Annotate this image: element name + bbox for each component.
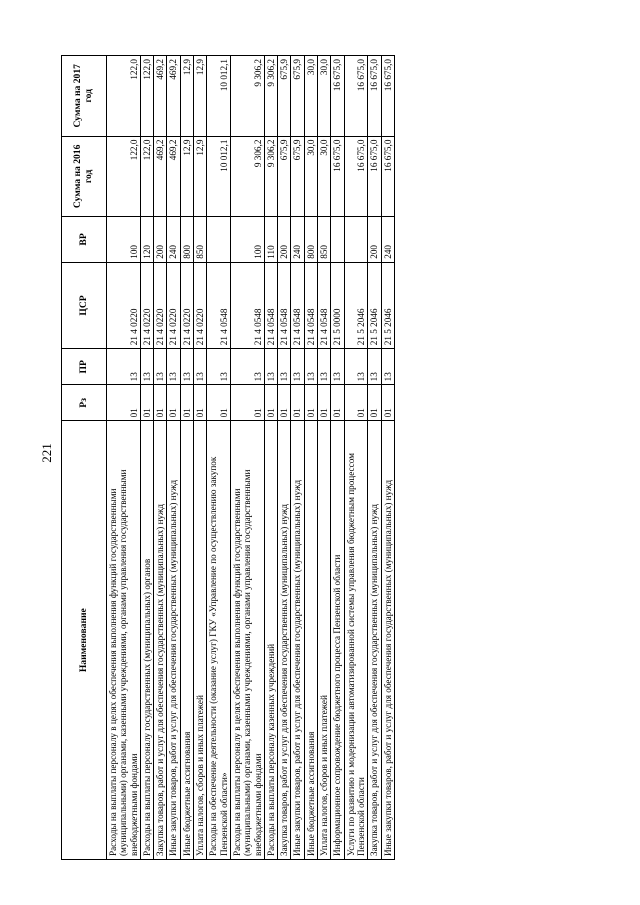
cell-csr: 21 4 0548 — [318, 262, 331, 349]
cell-rz: 01 — [180, 385, 193, 421]
cell-pr: 13 — [331, 349, 344, 385]
cell-name: Иные бюджетные ассигнования — [180, 421, 193, 860]
table-row — [180, 56, 193, 860]
cell-vr: 240 — [381, 217, 394, 263]
cell-name: Расходы на выплаты персоналу в целях обеспечения выполнения функций государственными (муниципальными) органами, казенными учреждениями, органами управления государственными внебюджетными фондами — [230, 421, 264, 860]
cell-csr: 21 4 0548 — [278, 262, 291, 349]
table-row — [318, 56, 331, 860]
cell-vr — [344, 217, 368, 263]
table-row — [381, 56, 394, 860]
cell-name: Уплата налогов, сборов и иных платежей — [318, 421, 331, 860]
cell-name: Информационное сопровождение бюджетного процесса Пензенской области — [331, 421, 344, 860]
header-name: Наименование — [62, 421, 107, 860]
cell-name: Иные закупки товаров, работ и услуг для обеспечения государственных (муниципальных) нужд — [381, 421, 394, 860]
cell-csr: 21 5 2046 — [344, 262, 368, 349]
cell-vr: 200 — [278, 217, 291, 263]
cell-name: Иные закупки товаров, работ и услуг для обеспечения государственных (муниципальных) нужд — [291, 421, 304, 860]
cell-vr — [331, 217, 344, 263]
cell-csr: 21 4 0548 — [230, 262, 264, 349]
cell-vr: 800 — [180, 217, 193, 263]
cell-sum-2017: 16 675,0 — [368, 56, 381, 137]
cell-name: Закупка товаров, работ и услуг для обеспечения государственных (муниципальных) нужд — [154, 421, 167, 860]
cell-pr: 13 — [291, 349, 304, 385]
page-number: 221 — [39, 442, 54, 463]
cell-pr: 13 — [368, 349, 381, 385]
cell-sum-2016: 16 675,0 — [331, 136, 344, 217]
cell-vr: 100 — [230, 217, 264, 263]
cell-sum-2016: 9 306,2 — [230, 136, 264, 217]
cell-name: Расходы на выплаты персоналу в целях обеспечения выполнения функций государственными (муниципальными) органами, казенными учреждениями, органами управления государственными внебюджетными фондами — [107, 421, 141, 860]
cell-sum-2017: 9 306,2 — [264, 56, 277, 137]
cell-vr: 120 — [140, 217, 153, 263]
cell-csr: 21 4 0220 — [194, 262, 207, 349]
cell-pr: 13 — [107, 349, 141, 385]
cell-vr: 800 — [304, 217, 317, 263]
table-holder — [61, 55, 596, 860]
cell-vr: 200 — [368, 217, 381, 263]
cell-sum-2016: 16 675,0 — [381, 136, 394, 217]
cell-csr: 21 4 0548 — [264, 262, 277, 349]
cell-sum-2017: 30,0 — [304, 56, 317, 137]
cell-vr: 850 — [194, 217, 207, 263]
cell-vr — [207, 217, 231, 263]
cell-pr: 13 — [304, 349, 317, 385]
cell-pr: 13 — [180, 349, 193, 385]
budget-table — [61, 55, 395, 860]
table-row — [154, 56, 167, 860]
cell-sum-2017: 12,9 — [180, 56, 193, 137]
cell-sum-2016: 9 306,2 — [264, 136, 277, 217]
cell-rz: 01 — [264, 385, 277, 421]
table-row — [344, 56, 368, 860]
cell-sum-2016: 122,0 — [107, 136, 141, 217]
cell-rz: 01 — [140, 385, 153, 421]
cell-csr: 21 5 2046 — [368, 262, 381, 349]
cell-name: Закупка товаров, работ и услуг для обеспечения государственных (муниципальных) нужд — [278, 421, 291, 860]
table-row — [230, 56, 264, 860]
cell-csr: 21 4 0220 — [154, 262, 167, 349]
cell-pr: 13 — [194, 349, 207, 385]
cell-sum-2016: 469,2 — [154, 136, 167, 217]
cell-rz: 01 — [331, 385, 344, 421]
cell-sum-2017: 16 675,0 — [381, 56, 394, 137]
table-row — [264, 56, 277, 860]
table-row — [140, 56, 153, 860]
table-row — [368, 56, 381, 860]
cell-vr: 110 — [264, 217, 277, 263]
cell-vr: 240 — [167, 217, 180, 263]
cell-sum-2017: 10 012,1 — [207, 56, 231, 137]
cell-sum-2017: 469,2 — [167, 56, 180, 137]
cell-sum-2017: 12,9 — [194, 56, 207, 137]
cell-sum-2017: 469,2 — [154, 56, 167, 137]
header-sum-2017: Сумма на 2017 год — [62, 56, 107, 137]
cell-rz: 01 — [107, 385, 141, 421]
cell-pr: 13 — [154, 349, 167, 385]
cell-rz: 01 — [344, 385, 368, 421]
header-rz: Рз — [62, 385, 107, 421]
cell-sum-2016: 16 675,0 — [368, 136, 381, 217]
cell-sum-2016: 12,9 — [180, 136, 193, 217]
cell-sum-2016: 675,9 — [291, 136, 304, 217]
cell-csr: 21 4 0220 — [167, 262, 180, 349]
cell-sum-2017: 16 675,0 — [331, 56, 344, 137]
cell-sum-2017: 9 306,2 — [230, 56, 264, 137]
table-row — [291, 56, 304, 860]
cell-rz: 01 — [230, 385, 264, 421]
cell-name: Услуги по развитию и модернизации автоматизированной системы управления бюджетным процессом Пензенской области — [344, 421, 368, 860]
cell-sum-2017: 122,0 — [140, 56, 153, 137]
cell-rz: 01 — [304, 385, 317, 421]
cell-rz: 01 — [381, 385, 394, 421]
cell-vr: 240 — [291, 217, 304, 263]
cell-sum-2016: 16 675,0 — [344, 136, 368, 217]
cell-sum-2016: 469,2 — [167, 136, 180, 217]
cell-rz: 01 — [368, 385, 381, 421]
rotated-table-frame — [61, 55, 596, 860]
table-row — [107, 56, 141, 860]
cell-pr: 13 — [344, 349, 368, 385]
cell-sum-2016: 675,9 — [278, 136, 291, 217]
cell-csr: 21 4 0548 — [304, 262, 317, 349]
cell-rz: 01 — [278, 385, 291, 421]
table-header-row — [62, 56, 107, 860]
cell-pr: 13 — [230, 349, 264, 385]
cell-vr: 200 — [154, 217, 167, 263]
cell-vr: 850 — [318, 217, 331, 263]
header-pr: ПР — [62, 349, 107, 385]
cell-sum-2017: 122,0 — [107, 56, 141, 137]
table-row — [194, 56, 207, 860]
cell-sum-2017: 16 675,0 — [344, 56, 368, 137]
table-row — [278, 56, 291, 860]
cell-rz: 01 — [194, 385, 207, 421]
header-sum-2016: Сумма на 2016 год — [62, 136, 107, 217]
header-vr: ВР — [62, 217, 107, 263]
cell-csr: 21 4 0548 — [291, 262, 304, 349]
cell-sum-2016: 10 012,1 — [207, 136, 231, 217]
cell-sum-2016: 122,0 — [140, 136, 153, 217]
cell-name: Закупка товаров, работ и услуг для обеспечения государственных (муниципальных) нужд — [368, 421, 381, 860]
cell-csr: 21 4 0548 — [207, 262, 231, 349]
table-row — [331, 56, 344, 860]
cell-sum-2017: 675,9 — [278, 56, 291, 137]
cell-sum-2016: 12,9 — [194, 136, 207, 217]
cell-pr: 13 — [140, 349, 153, 385]
cell-name: Расходы на обеспечение деятельности (оказание услуг) ГКУ «Управление по осуществлению закупок Пензенской области» — [207, 421, 231, 860]
header-csr: ЦСР — [62, 262, 107, 349]
cell-sum-2017: 30,0 — [318, 56, 331, 137]
cell-pr: 13 — [381, 349, 394, 385]
cell-pr: 13 — [318, 349, 331, 385]
cell-sum-2017: 675,9 — [291, 56, 304, 137]
cell-csr: 21 5 0000 — [331, 262, 344, 349]
cell-name: Расходы на выплаты персоналу государственных (муниципальных) органов — [140, 421, 153, 860]
cell-sum-2016: 30,0 — [318, 136, 331, 217]
cell-pr: 13 — [264, 349, 277, 385]
cell-name: Расходы на выплаты персоналу казенных учреждений — [264, 421, 277, 860]
cell-rz: 01 — [207, 385, 231, 421]
page-number-area — [36, 0, 58, 905]
cell-sum-2016: 30,0 — [304, 136, 317, 217]
cell-vr: 100 — [107, 217, 141, 263]
cell-csr: 21 4 0220 — [140, 262, 153, 349]
cell-rz: 01 — [318, 385, 331, 421]
cell-csr: 21 4 0220 — [107, 262, 141, 349]
cell-name: Иные закупки товаров, работ и услуг для обеспечения государственных (муниципальных) нужд — [167, 421, 180, 860]
cell-pr: 13 — [167, 349, 180, 385]
cell-rz: 01 — [167, 385, 180, 421]
cell-name: Уплата налогов, сборов и иных платежей — [194, 421, 207, 860]
cell-rz: 01 — [291, 385, 304, 421]
cell-pr: 13 — [207, 349, 231, 385]
cell-csr: 21 4 0220 — [180, 262, 193, 349]
cell-pr: 13 — [278, 349, 291, 385]
cell-rz: 01 — [154, 385, 167, 421]
table-row — [167, 56, 180, 860]
cell-name: Иные бюджетные ассигнования — [304, 421, 317, 860]
table-row — [304, 56, 317, 860]
table-row — [207, 56, 231, 860]
cell-csr: 21 5 2046 — [381, 262, 394, 349]
